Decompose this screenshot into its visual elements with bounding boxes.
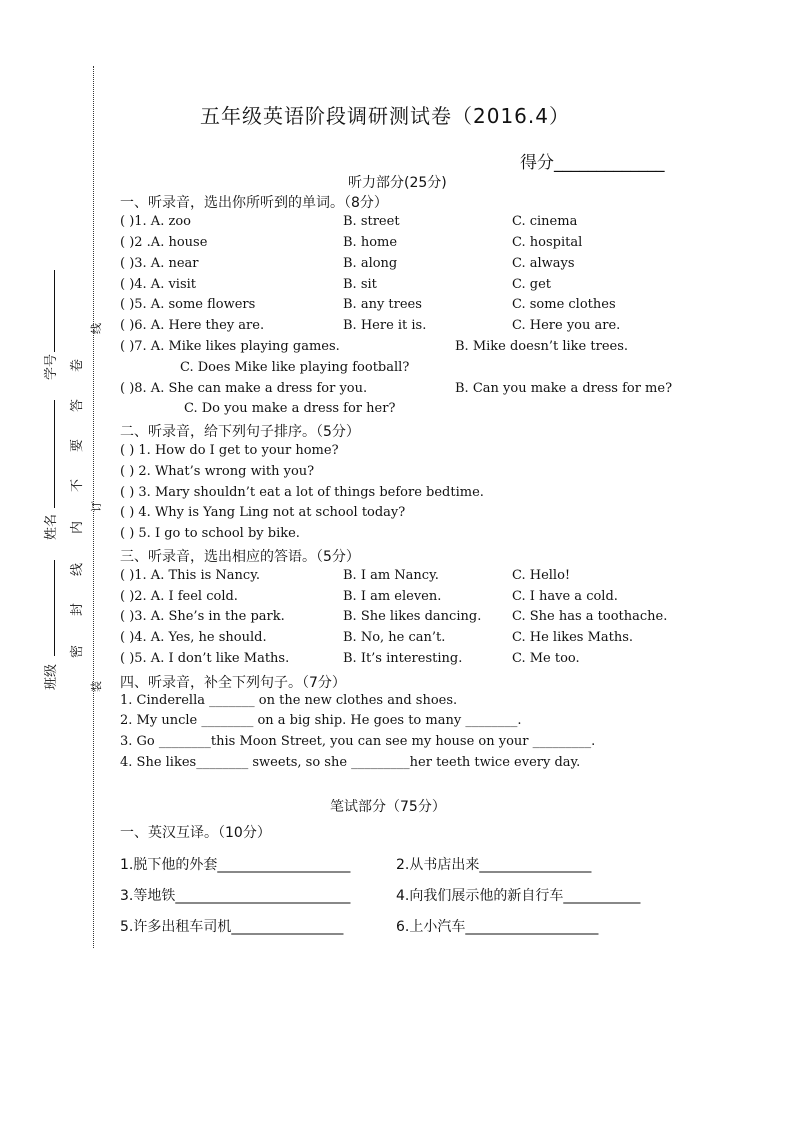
- margin-label-xuehao: 学号: [44, 353, 59, 380]
- part4-heading: 四、听录音，补全下列句子。（7分）: [120, 675, 346, 691]
- part1-item-q: ( )4. A. visit: [120, 277, 197, 292]
- part2-item: ( ) 3. Mary shouldn’t eat a lot of things before bedtime.: [120, 485, 484, 500]
- part2-item: ( ) 4. Why is Yang Ling not at school today?: [120, 505, 406, 520]
- part3-item-q: ( )2. A. I feel cold.: [120, 589, 238, 604]
- part3-item-q: ( )1. A. This is Nancy.: [120, 568, 260, 583]
- part4-item: 3. Go ________this Moon Street, you can see my house on your _________.: [120, 734, 596, 749]
- part1-item-c: C. get: [512, 277, 551, 292]
- seal-word: 密: [70, 644, 85, 658]
- part3-item-c: C. I have a cold.: [512, 589, 618, 604]
- part3-item-q: ( )4. A. Yes, he should.: [120, 630, 267, 645]
- part3-item-b: B. I am Nancy.: [343, 568, 439, 583]
- part1-item-q: ( )1. A. zoo: [120, 214, 191, 229]
- part4-item: 2. My uncle ________ on a big ship. He goes to many ________.: [120, 713, 522, 728]
- part5-item: 3.等地铁_________________________: [120, 888, 351, 904]
- part1-item8-c: C. Do you make a dress for her?: [184, 401, 396, 416]
- xuehao-line: [54, 270, 55, 352]
- part1-item-c: C. Here you are.: [512, 318, 621, 333]
- part1-item7-b: B. Mike doesn’t like trees.: [455, 339, 629, 354]
- part3-heading: 三、听录音，选出相应的答语。（5分）: [120, 549, 360, 565]
- part4-item: 4. She likes________ sweets, so she _________her teeth twice every day.: [120, 755, 581, 770]
- listening-header: 听力部分(25分): [348, 175, 447, 191]
- part3-item-b: B. It’s interesting.: [343, 651, 463, 666]
- seal-word: 不: [70, 478, 85, 492]
- part5-heading: 一、英汉互译。（10分）: [120, 825, 271, 841]
- score-field: 得分_____________: [520, 153, 665, 173]
- seal-word: 卷: [70, 358, 85, 372]
- part1-item-q: ( )2 .A. house: [120, 235, 208, 250]
- part3-item-b: B. I am eleven.: [343, 589, 442, 604]
- part3-item-q: ( )5. A. I don’t like Maths.: [120, 651, 290, 666]
- seal-word: 封: [70, 602, 85, 616]
- part3-item-c: C. Me too.: [512, 651, 580, 666]
- part1-item-b: B. sit: [343, 277, 377, 292]
- binding-word: 装: [90, 681, 103, 692]
- part1-item-c: C. some clothes: [512, 297, 616, 312]
- part1-item-c: C. always: [512, 256, 575, 271]
- part1-item-b: B. Here it is.: [343, 318, 427, 333]
- part1-item7-c: C. Does Mike like playing football?: [180, 360, 410, 375]
- binding-word: 订: [90, 501, 103, 512]
- part2-item: ( ) 5. I go to school by bike.: [120, 526, 300, 541]
- part5-item: 2.从书店出来________________: [396, 857, 592, 873]
- part2-heading: 二、听录音，给下列句子排序。（5分）: [120, 424, 360, 440]
- part1-item-c: C. cinema: [512, 214, 578, 229]
- part5-item: 6.上小汽车___________________: [396, 919, 599, 935]
- part3-item-c: C. She has a toothache.: [512, 609, 668, 624]
- part3-item-b: B. She likes dancing.: [343, 609, 482, 624]
- part1-item-q: ( )3. A. near: [120, 256, 199, 271]
- part3-item-c: C. He likes Maths.: [512, 630, 634, 645]
- part4-item: 1. Cinderella _______ on the new clothes and shoes.: [120, 693, 458, 708]
- part5-item: 1.脱下他的外套___________________: [120, 857, 351, 873]
- part1-item-q: ( )6. A. Here they are.: [120, 318, 265, 333]
- part1-item-b: B. street: [343, 214, 400, 229]
- seal-word: 线: [70, 562, 85, 576]
- part1-item-b: B. along: [343, 256, 398, 271]
- part5-item: 5.许多出租车司机________________: [120, 919, 344, 935]
- seal-word: 要: [70, 438, 85, 452]
- margin-label-xingming: 姓名: [44, 513, 59, 540]
- page-title: 五年级英语阶段调研测试卷（2016.4）: [200, 104, 570, 128]
- part3-item-b: B. No, he can’t.: [343, 630, 446, 645]
- part1-item-c: C. hospital: [512, 235, 583, 250]
- part1-heading: 一、听录音，选出你所听到的单词。（8分）: [120, 195, 388, 211]
- part3-item-c: C. Hello!: [512, 568, 571, 583]
- part1-item-b: B. any trees: [343, 297, 422, 312]
- xingming-line: [54, 400, 55, 508]
- part2-item: ( ) 1. How do I get to your home?: [120, 443, 339, 458]
- part1-item7-a: ( )7. A. Mike likes playing games.: [120, 339, 340, 354]
- seal-word: 答: [70, 398, 85, 412]
- margin-label-banji: 班级: [44, 663, 59, 690]
- seal-word: 内: [70, 520, 85, 534]
- banji-line: [54, 560, 55, 656]
- part1-item-q: ( )5. A. some flowers: [120, 297, 256, 312]
- part2-item: ( ) 2. What’s wrong with you?: [120, 464, 315, 479]
- part3-item-q: ( )3. A. She’s in the park.: [120, 609, 285, 624]
- part5-item: 4.向我们展示他的新自行车___________: [396, 888, 641, 904]
- binding-word: 线: [90, 323, 103, 334]
- part1-item8-a: ( )8. A. She can make a dress for you.: [120, 381, 368, 396]
- written-header: 笔试部分（75分）: [330, 799, 446, 815]
- part1-item8-b: B. Can you make a dress for me?: [455, 381, 673, 396]
- part1-item-b: B. home: [343, 235, 398, 250]
